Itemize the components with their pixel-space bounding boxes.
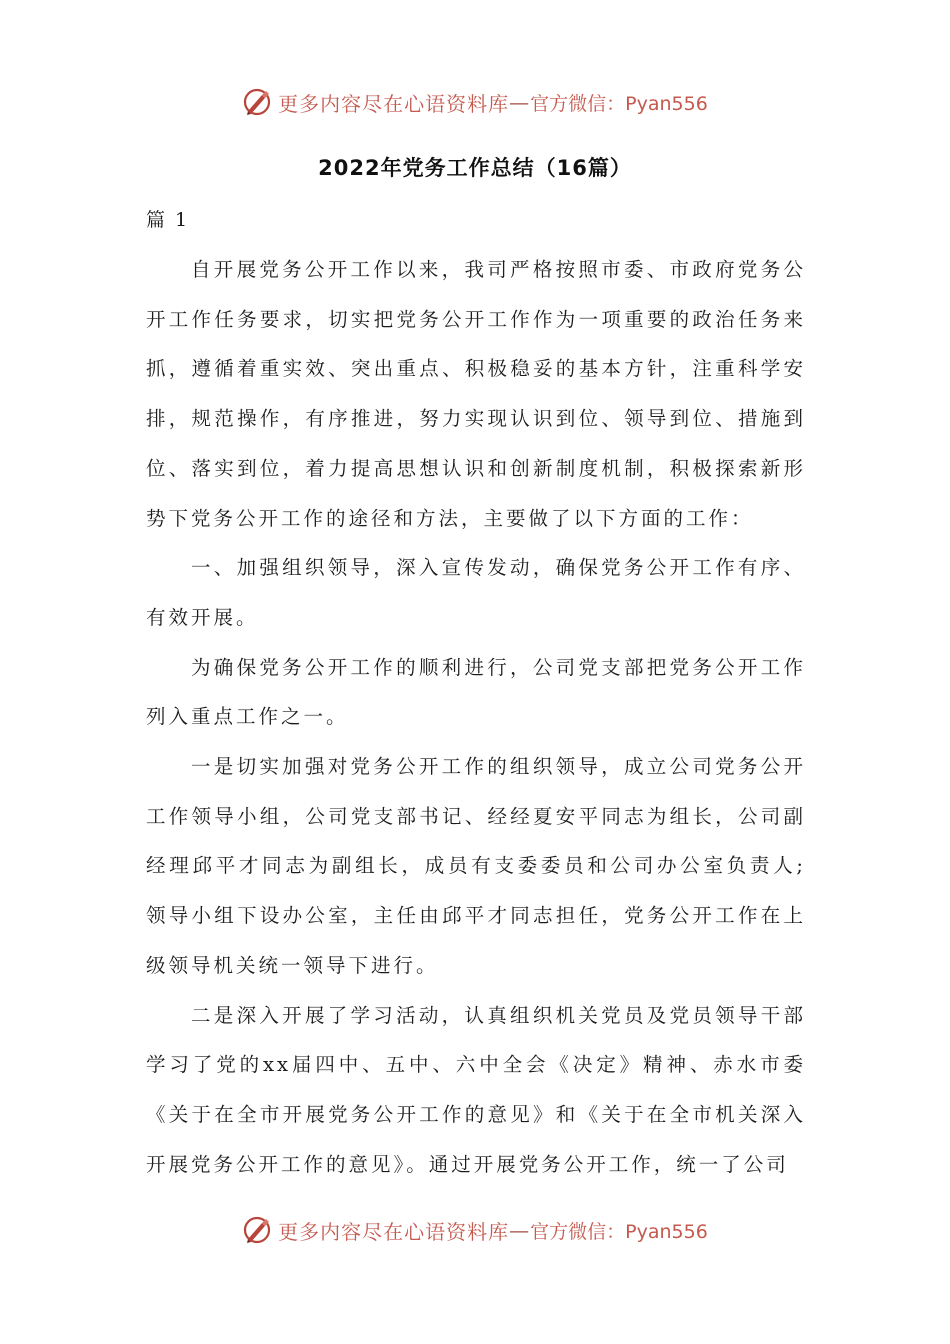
document-body [146, 245, 806, 1189]
pen-logo-icon [242, 87, 272, 117]
banner-text: 更多内容尽在心语资料库 [278, 1219, 510, 1244]
section-label: 篇 1 [146, 209, 190, 231]
paragraph: 自开展党务公开工作以来，我司严格按照市委、市政府党务公开工作任务要求，切实把党务公开工作作为一项重要的政治任务来抓，遵循着重实效、突出重点、积极稳妥的基本方针，注重科学安排，规范操作，有序推进，努力实现认识到位、领导到位、措施到位、落实到位，着力提高思想认识和创新制度机制，积极探索新形势下党务公开工作的途径和方法，主要做了以下方面的工作： [146, 258, 806, 530]
banner-separator: — [509, 1218, 531, 1242]
paragraph: 一是切实加强对党务公开工作的组织领导，成立公司党务公开工作领导小组，公司党支部书记、经经夏安平同志为组长，公司副经理邱平才同志为副组长，成员有支委委员和公司办公室负责人;领导小组下设办公室，主任由邱平才同志担任，党务公开工作在上级领导机关统一领导下进行。 [146, 755, 806, 977]
document-title: 2022年党务工作总结（16篇） [318, 156, 632, 180]
pen-logo-icon [242, 1215, 272, 1245]
banner-wechat: 官方微信：Pyan556 [530, 1220, 708, 1243]
banner-separator: — [509, 90, 531, 114]
banner-wechat: 官方微信：Pyan556 [530, 92, 708, 115]
footer-banner [0, 1208, 950, 1252]
paragraph: 二是深入开展了学习活动，认真组织机关党员及党员领导干部学习了党的xx届四中、五中、六中全会《决定》精神、赤水市委《关于在全市开展党务公开工作的意见》和《关于在全市机关深入开展党务公开工作的意见》。通过开展党务公开工作，统一了公司 [146, 1003, 806, 1176]
paragraph: 一、加强组织领导，深入宣传发动，确保党务公开工作有序、有效开展。 [146, 556, 806, 629]
banner-text: 更多内容尽在心语资料库 [278, 91, 510, 116]
header-banner [0, 80, 950, 124]
paragraph: 为确保党务公开工作的顺利进行，公司党支部把党务公开工作列入重点工作之一。 [146, 655, 806, 729]
